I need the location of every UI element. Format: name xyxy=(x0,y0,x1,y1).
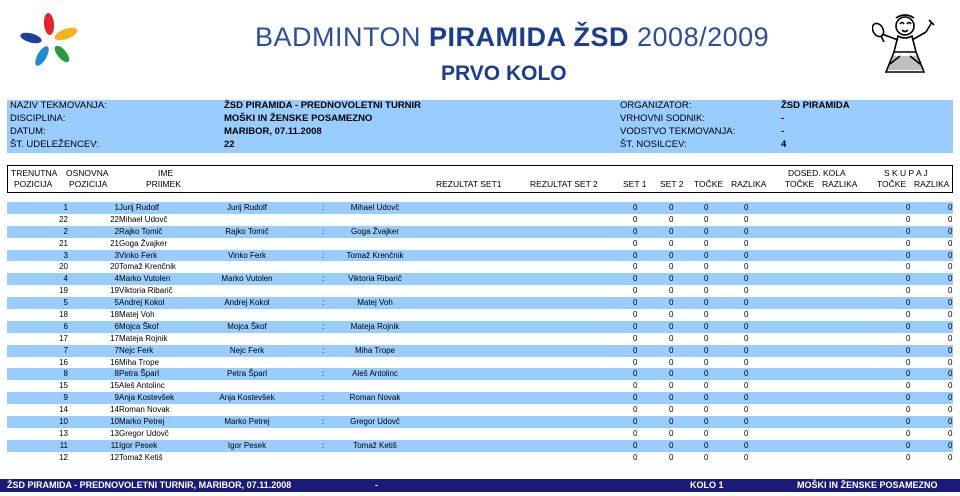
current-position: 7 xyxy=(63,345,68,355)
col-base-1: OSNOVNA xyxy=(66,168,109,178)
points-value: 0 xyxy=(704,369,709,379)
total-diff-value: 0 xyxy=(948,214,953,224)
match-separator: : xyxy=(322,226,325,236)
player-name: Goga Žvajker xyxy=(119,238,168,248)
current-position: 21 xyxy=(59,238,68,248)
current-position: 3 xyxy=(63,250,68,260)
col-total-diff: RAZLIKA xyxy=(914,179,950,189)
set2-value: 0 xyxy=(669,417,674,427)
points-value: 0 xyxy=(704,203,709,212)
points-value: 0 xyxy=(704,321,709,331)
col-diff: RAZLIKA xyxy=(731,179,767,189)
col-set2: SET 2 xyxy=(660,179,684,189)
match-separator: : xyxy=(322,274,325,284)
current-position: 6 xyxy=(63,321,68,331)
total-diff-value: 0 xyxy=(948,452,953,462)
total-points-value: 0 xyxy=(906,440,911,450)
table-row xyxy=(7,368,953,380)
points-value: 0 xyxy=(704,381,709,391)
flower-logo-icon xyxy=(18,12,80,70)
col-prev-points: TOČKE xyxy=(785,179,815,189)
set2-value: 0 xyxy=(669,405,674,415)
points-value: 0 xyxy=(704,333,709,343)
base-position: 12 xyxy=(110,452,119,462)
player-name: Anja Kostevšek xyxy=(119,393,175,403)
col-result-set1: REZULTAT SET1 xyxy=(436,179,502,189)
match-player-2: Roman Novak xyxy=(349,393,401,403)
set2-value: 0 xyxy=(669,428,674,438)
total-points-value: 0 xyxy=(906,417,911,427)
table-row xyxy=(7,309,953,321)
page-title: BADMINTON PIRAMIDA ŽSD 2008/2009 xyxy=(255,22,770,52)
participants-label: ŠT. UDELEŽENCEV: xyxy=(10,139,99,150)
match-separator: : xyxy=(322,345,325,355)
current-position: 9 xyxy=(63,393,68,403)
match-player-2: Matej Voh xyxy=(357,298,393,308)
set2-value: 0 xyxy=(669,345,674,355)
table-row xyxy=(7,285,953,297)
base-position: 6 xyxy=(114,321,119,331)
base-position: 5 xyxy=(114,298,119,308)
base-position: 8 xyxy=(114,369,119,379)
set2-value: 0 xyxy=(669,369,674,379)
diff-value: 0 xyxy=(744,393,749,403)
diff-value: 0 xyxy=(744,214,749,224)
table-row xyxy=(7,202,953,214)
player-name: Viktoria Ribarič xyxy=(119,286,173,296)
player-name: Rajko Tomič xyxy=(119,226,163,236)
points-value: 0 xyxy=(704,298,709,308)
competition-value: ŽSD PIRAMIDA - PREDNOVOLETNI TURNIR xyxy=(224,100,422,111)
base-position: 3 xyxy=(114,250,119,260)
player-name: Mihael Udovč xyxy=(119,214,168,224)
total-diff-value: 0 xyxy=(948,369,953,379)
player-name: Mojca Škof xyxy=(119,321,159,331)
match-player-2: Aleš Antolinc xyxy=(352,369,398,379)
points-value: 0 xyxy=(704,357,709,367)
base-position: 20 xyxy=(110,262,119,272)
set2-value: 0 xyxy=(669,357,674,367)
table-row xyxy=(7,357,953,369)
set1-value: 0 xyxy=(633,250,638,260)
total-points-value: 0 xyxy=(906,310,911,320)
points-value: 0 xyxy=(704,310,709,320)
current-position: 17 xyxy=(59,333,68,343)
set1-value: 0 xyxy=(633,417,638,427)
referee-label: VRHOVNI SODNIK: xyxy=(620,113,705,124)
current-position: 16 xyxy=(59,357,68,367)
set2-value: 0 xyxy=(669,274,674,284)
table-row xyxy=(7,321,953,333)
player-name: Mateja Rojnik xyxy=(119,333,168,343)
table-row xyxy=(7,214,953,226)
set1-value: 0 xyxy=(633,203,638,212)
diff-value: 0 xyxy=(744,333,749,343)
table-row xyxy=(7,416,953,428)
total-points-value: 0 xyxy=(906,357,911,367)
table-row xyxy=(7,261,953,273)
base-position: 1 xyxy=(114,203,119,212)
set1-value: 0 xyxy=(633,333,638,343)
col-total: S K U P A J xyxy=(884,168,928,178)
col-points: TOČKE xyxy=(694,179,724,189)
total-diff-value: 0 xyxy=(948,357,953,367)
set1-value: 0 xyxy=(633,226,638,236)
base-position: 17 xyxy=(110,333,119,343)
base-position: 18 xyxy=(110,310,119,320)
set1-value: 0 xyxy=(633,274,638,284)
total-diff-value: 0 xyxy=(948,238,953,248)
footer-dash: - xyxy=(375,480,378,490)
organizer-value: ŽSD PIRAMIDA xyxy=(781,100,850,111)
total-diff-value: 0 xyxy=(948,440,953,450)
points-value: 0 xyxy=(704,262,709,272)
set2-value: 0 xyxy=(669,250,674,260)
set1-value: 0 xyxy=(633,345,638,355)
badminton-mascot-icon xyxy=(872,12,936,78)
match-separator: : xyxy=(322,203,325,212)
total-diff-value: 0 xyxy=(948,333,953,343)
set2-value: 0 xyxy=(669,393,674,403)
points-value: 0 xyxy=(704,417,709,427)
match-separator: : xyxy=(322,393,325,403)
total-diff-value: 0 xyxy=(948,310,953,320)
seeds-label: ŠT. NOSILCEV: xyxy=(620,139,687,150)
match-player-2: Mateja Rojnik xyxy=(350,321,400,331)
match-player-1: Mojca Škof xyxy=(227,321,267,331)
diff-value: 0 xyxy=(744,452,749,462)
date-value: MARIBOR, 07.11.2008 xyxy=(224,126,322,137)
col-current-2: POZICIJA xyxy=(14,179,53,189)
director-label: VODSTVO TEKMOVANJA: xyxy=(620,126,736,137)
player-name: Matej Voh xyxy=(119,310,155,320)
total-points-value: 0 xyxy=(906,298,911,308)
current-position: 19 xyxy=(59,286,68,296)
set1-value: 0 xyxy=(633,214,638,224)
current-position: 22 xyxy=(59,214,68,224)
diff-value: 0 xyxy=(744,310,749,320)
points-value: 0 xyxy=(704,393,709,403)
current-position: 11 xyxy=(59,440,68,450)
set2-value: 0 xyxy=(669,286,674,296)
organizer-label: ORGANIZATOR: xyxy=(620,100,692,111)
points-value: 0 xyxy=(704,428,709,438)
set1-value: 0 xyxy=(633,452,638,462)
footer-round: KOLO 1 xyxy=(690,480,724,490)
participants-value: 22 xyxy=(224,139,235,150)
base-position: 9 xyxy=(114,393,119,403)
player-name: Marko Vutolen xyxy=(119,274,171,284)
col-result-set2: REZULTAT SET 2 xyxy=(530,179,598,189)
base-position: 14 xyxy=(110,405,119,415)
set2-value: 0 xyxy=(669,321,674,331)
total-points-value: 0 xyxy=(906,393,911,403)
match-player-2: Viktoria Ribarič xyxy=(348,274,402,284)
points-value: 0 xyxy=(704,226,709,236)
diff-value: 0 xyxy=(744,298,749,308)
seeds-value: 4 xyxy=(781,139,787,150)
match-player-1: Andrej Kokol xyxy=(224,298,270,308)
base-position: 13 xyxy=(110,428,119,438)
base-position: 4 xyxy=(114,274,119,284)
table-row xyxy=(7,238,953,250)
current-position: 20 xyxy=(59,262,68,272)
col-current-1: TRENUTNA xyxy=(11,168,58,178)
total-diff-value: 0 xyxy=(948,405,953,415)
current-position: 10 xyxy=(59,417,68,427)
set1-value: 0 xyxy=(633,310,638,320)
total-diff-value: 0 xyxy=(948,417,953,427)
col-base-2: POZICIJA xyxy=(69,179,108,189)
set1-value: 0 xyxy=(633,321,638,331)
table-row xyxy=(7,297,953,309)
diff-value: 0 xyxy=(744,238,749,248)
set2-value: 0 xyxy=(669,452,674,462)
current-position: 13 xyxy=(59,428,68,438)
match-player-2: Miha Trope xyxy=(354,345,396,355)
footer-discipline: MOŠKI IN ŽENSKE POSAMEZNO xyxy=(797,480,938,490)
player-name: Igor Pesek xyxy=(119,440,158,450)
base-position: 2 xyxy=(114,226,119,236)
player-name: Andrej Kokol xyxy=(119,298,165,308)
col-set1: SET 1 xyxy=(623,179,647,189)
points-value: 0 xyxy=(704,440,709,450)
player-name: Tomaž Ketiš xyxy=(119,452,163,462)
current-position: 15 xyxy=(59,381,68,391)
match-separator: : xyxy=(322,369,325,379)
set1-value: 0 xyxy=(633,298,638,308)
table-row xyxy=(7,273,953,285)
current-position: 8 xyxy=(63,369,68,379)
total-points-value: 0 xyxy=(906,250,911,260)
total-diff-value: 0 xyxy=(948,250,953,260)
diff-value: 0 xyxy=(744,286,749,296)
player-name: Aleš Antolinc xyxy=(119,381,165,391)
set2-value: 0 xyxy=(669,203,674,212)
set1-value: 0 xyxy=(633,357,638,367)
set1-value: 0 xyxy=(633,369,638,379)
diff-value: 0 xyxy=(744,381,749,391)
col-prev-diff: RAZLIKA xyxy=(822,179,858,189)
total-points-value: 0 xyxy=(906,262,911,272)
set2-value: 0 xyxy=(669,226,674,236)
set1-value: 0 xyxy=(633,381,638,391)
footer-event: ŽSD PIRAMIDA - PREDNOVOLETNI TURNIR, MARIBOR, 07.11.2008 xyxy=(7,480,292,490)
diff-value: 0 xyxy=(744,357,749,367)
competition-info xyxy=(7,100,953,153)
director-value: - xyxy=(781,126,785,137)
total-points-value: 0 xyxy=(906,452,911,462)
total-points-value: 0 xyxy=(906,321,911,331)
set1-value: 0 xyxy=(633,262,638,272)
match-player-1: Petra Šparl xyxy=(226,369,268,379)
player-name: Miha Trope xyxy=(119,357,160,367)
player-name: Tomaž Krenčnik xyxy=(119,262,176,272)
player-name: Marko Petrej xyxy=(119,417,165,427)
diff-value: 0 xyxy=(744,417,749,427)
match-player-1: Anja Kostevšek xyxy=(219,393,275,403)
player-name: Roman Novak xyxy=(119,405,170,415)
match-separator: : xyxy=(322,417,325,427)
match-separator: : xyxy=(322,321,325,331)
base-position: 15 xyxy=(110,381,119,391)
referee-value: - xyxy=(781,113,785,124)
base-position: 22 xyxy=(110,214,119,224)
total-points-value: 0 xyxy=(906,274,911,284)
total-diff-value: 0 xyxy=(948,298,953,308)
total-diff-value: 0 xyxy=(948,321,953,331)
diff-value: 0 xyxy=(744,262,749,272)
match-player-2: Tomaž Krenčnik xyxy=(346,250,404,260)
total-points-value: 0 xyxy=(906,405,911,415)
set2-value: 0 xyxy=(669,262,674,272)
match-separator: : xyxy=(322,298,325,308)
match-separator: : xyxy=(322,250,325,260)
total-diff-value: 0 xyxy=(948,226,953,236)
total-points-value: 0 xyxy=(906,428,911,438)
match-player-2: Mihael Udovč xyxy=(350,203,400,212)
total-diff-value: 0 xyxy=(948,345,953,355)
total-points-value: 0 xyxy=(906,238,911,248)
discipline-label: DISCIPLINA: xyxy=(10,113,66,124)
match-player-1: Marko Vutolen xyxy=(221,274,273,284)
match-player-1: Vinko Ferk xyxy=(227,250,267,260)
diff-value: 0 xyxy=(744,321,749,331)
points-value: 0 xyxy=(704,286,709,296)
base-position: 16 xyxy=(110,357,119,367)
footer-bar xyxy=(0,479,960,492)
standings-table xyxy=(7,202,953,464)
date-label: DATUM: xyxy=(10,126,46,137)
current-position: 18 xyxy=(59,310,68,320)
points-value: 0 xyxy=(704,452,709,462)
base-position: 10 xyxy=(110,417,119,427)
total-points-value: 0 xyxy=(906,226,911,236)
set1-value: 0 xyxy=(633,286,638,296)
diff-value: 0 xyxy=(744,203,749,212)
total-diff-value: 0 xyxy=(948,274,953,284)
table-row xyxy=(7,428,953,440)
base-position: 21 xyxy=(110,238,119,248)
points-value: 0 xyxy=(704,405,709,415)
set2-value: 0 xyxy=(669,214,674,224)
total-points-value: 0 xyxy=(906,345,911,355)
competition-label: NAZIV TEKMOVANJA: xyxy=(10,100,107,111)
table-row xyxy=(7,452,953,464)
current-position: 1 xyxy=(63,203,68,212)
table-row xyxy=(7,440,953,452)
table-row xyxy=(7,345,953,357)
set1-value: 0 xyxy=(633,428,638,438)
set2-value: 0 xyxy=(669,333,674,343)
current-position: 12 xyxy=(59,452,68,462)
total-diff-value: 0 xyxy=(948,393,953,403)
current-position: 5 xyxy=(63,298,68,308)
points-value: 0 xyxy=(704,274,709,284)
set1-value: 0 xyxy=(633,440,638,450)
diff-value: 0 xyxy=(744,345,749,355)
match-player-1: Marko Petrej xyxy=(224,417,270,427)
table-row xyxy=(7,250,953,262)
discipline-value: MOŠKI IN ŽENSKE POSAMEZNO xyxy=(224,113,373,124)
total-diff-value: 0 xyxy=(948,286,953,296)
table-row xyxy=(7,333,953,345)
match-player-2: Goga Žvajker xyxy=(350,226,400,236)
player-name: Jurij Rudolf xyxy=(119,203,160,212)
set1-value: 0 xyxy=(633,238,638,248)
set2-value: 0 xyxy=(669,310,674,320)
player-name: Petra Šparl xyxy=(119,369,160,379)
col-name-1: IME xyxy=(158,168,174,178)
match-player-2: Tomaž Ketiš xyxy=(353,440,397,450)
total-diff-value: 0 xyxy=(948,381,953,391)
player-name: Vinko Ferk xyxy=(119,250,158,260)
player-name: Gregor Udovč xyxy=(119,428,169,438)
diff-value: 0 xyxy=(744,274,749,284)
diff-value: 0 xyxy=(744,369,749,379)
total-points-value: 0 xyxy=(906,214,911,224)
table-row xyxy=(7,392,953,404)
match-player-1: Rajko Tomič xyxy=(225,226,269,236)
points-value: 0 xyxy=(704,214,709,224)
col-name-2: PRIIMEK xyxy=(146,179,181,189)
current-position: 14 xyxy=(59,405,68,415)
player-name: Nejc Ferk xyxy=(119,345,154,355)
table-header xyxy=(7,165,953,193)
set2-value: 0 xyxy=(669,238,674,248)
total-points-value: 0 xyxy=(906,333,911,343)
total-points-value: 0 xyxy=(906,369,911,379)
match-separator: : xyxy=(322,440,325,450)
total-points-value: 0 xyxy=(906,286,911,296)
diff-value: 0 xyxy=(744,428,749,438)
diff-value: 0 xyxy=(744,226,749,236)
current-position: 2 xyxy=(63,226,68,236)
diff-value: 0 xyxy=(744,440,749,450)
points-value: 0 xyxy=(704,238,709,248)
set2-value: 0 xyxy=(669,298,674,308)
match-player-1: Jurij Rudolf xyxy=(226,203,267,212)
points-value: 0 xyxy=(704,345,709,355)
total-points-value: 0 xyxy=(906,381,911,391)
set2-value: 0 xyxy=(669,440,674,450)
set1-value: 0 xyxy=(633,393,638,403)
table-row xyxy=(7,226,953,238)
set2-value: 0 xyxy=(669,381,674,391)
total-diff-value: 0 xyxy=(948,428,953,438)
base-position: 7 xyxy=(114,345,119,355)
match-player-1: Igor Pesek xyxy=(227,440,267,450)
match-player-1: Nejc Ferk xyxy=(229,345,265,355)
table-row xyxy=(7,404,953,416)
set1-value: 0 xyxy=(633,405,638,415)
page-subtitle: PRVO KOLO xyxy=(441,62,567,85)
total-points-value: 0 xyxy=(906,203,911,212)
table-row xyxy=(7,380,953,392)
current-position: 4 xyxy=(63,274,68,284)
base-position: 19 xyxy=(110,286,119,296)
diff-value: 0 xyxy=(744,250,749,260)
points-value: 0 xyxy=(704,250,709,260)
base-position: 11 xyxy=(110,440,119,450)
col-prev-round: DOSED. KOLA xyxy=(788,168,846,178)
col-total-points: TOČKE xyxy=(877,179,907,189)
diff-value: 0 xyxy=(744,405,749,415)
total-diff-value: 0 xyxy=(948,203,953,212)
match-player-2: Gregor Udovč xyxy=(350,417,400,427)
total-diff-value: 0 xyxy=(948,262,953,272)
